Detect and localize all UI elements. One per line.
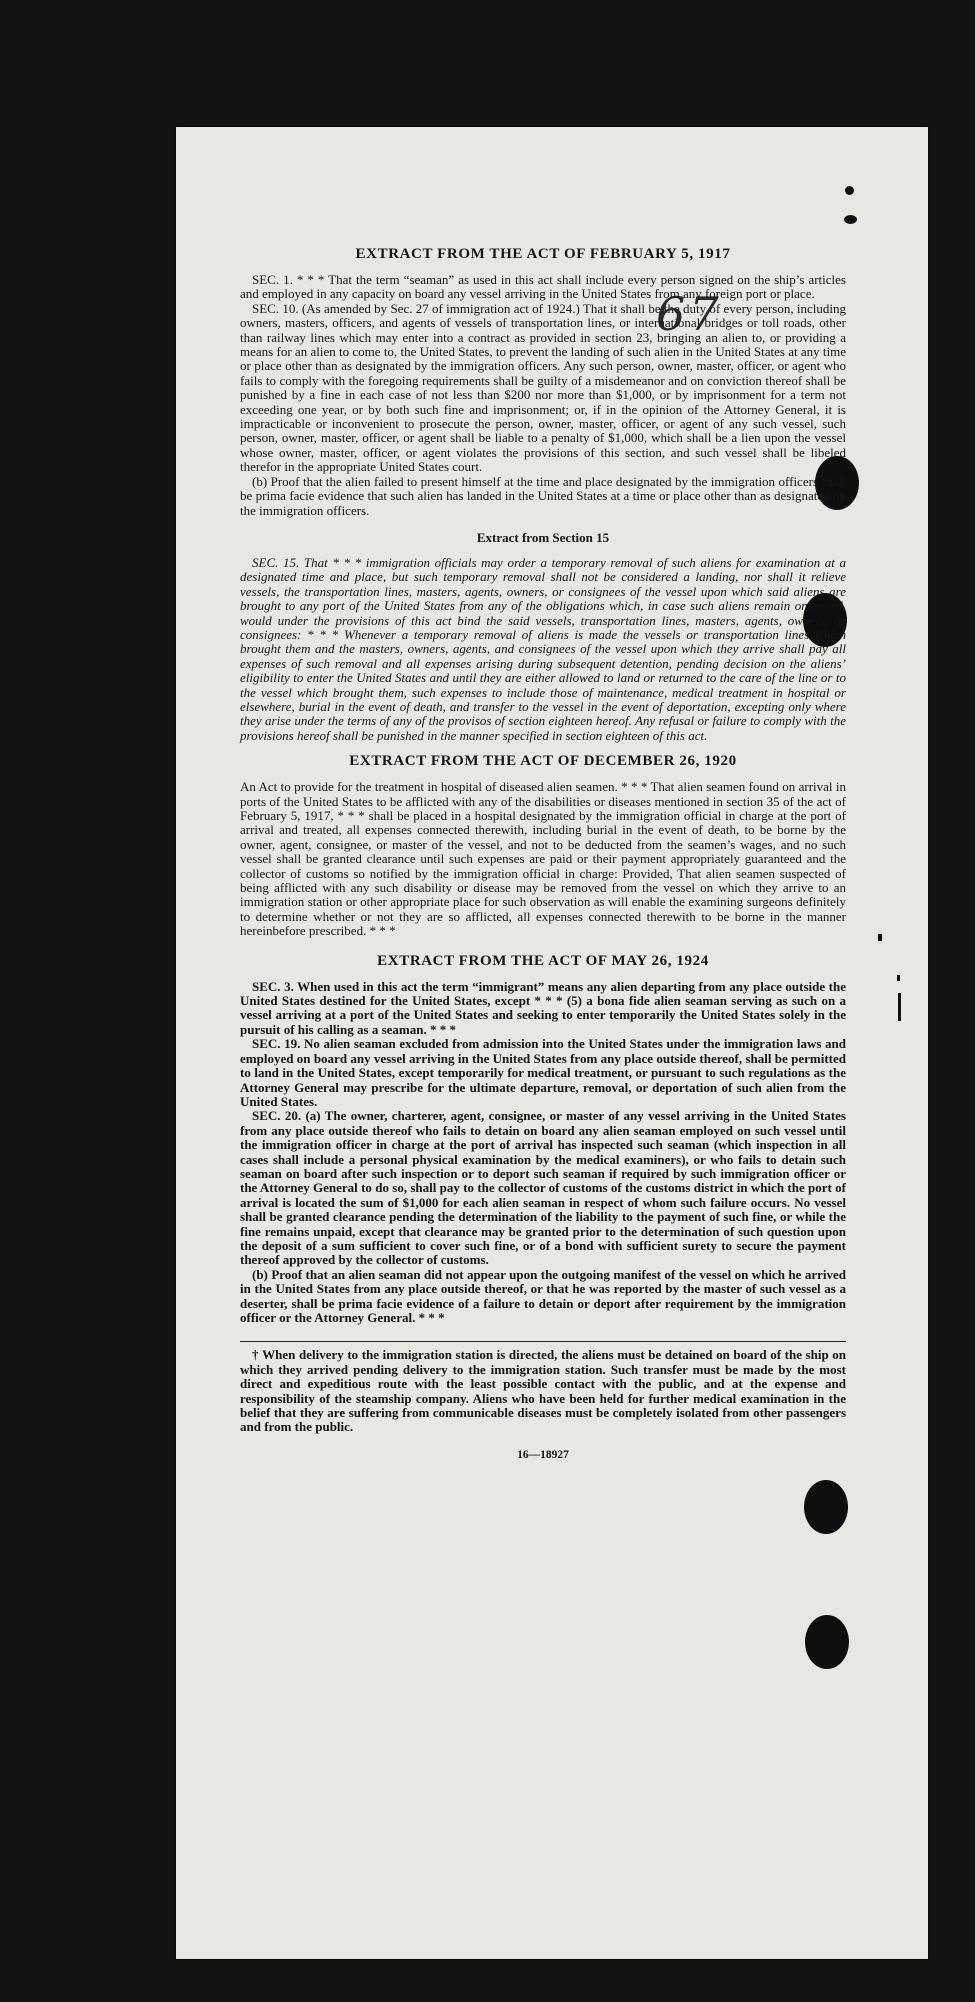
section-heading-dec-1920: EXTRACT FROM THE ACT OF DECEMBER 26, 1920 [349, 753, 737, 770]
ink-speck [845, 186, 854, 195]
paragraph: SEC. 3. When used in this act the term “immigrant” means any alien departing from any place outside the United States destined for the United States, except * * * (5) a bona fide alien seaman serving as such on a vessel arriving at a port of the United States and seeking to enter temporarily the United States solely in the pursuit of his calling as a seaman. * * * [240, 978, 846, 1037]
handwritten-page-number: 67 [656, 287, 723, 341]
paragraph: SEC. 19. No alien seaman excluded from admission into the United States under the immigration laws and employed on board any vessel arriving in the United States from any place outside thereof, shall be permitted to land in the United States, except temporarily for medical treatment, or pursuant to such regulations as the Attorney General may prescribe for the ultimate departure, removal, or deportation of such alien from the United States. [240, 1036, 846, 1109]
paragraph: SEC. 10. (As amended by Sec. 27 of immigration act of 1924.) That it shall be the duty of every person, including owners, masters, officers, and agents of vessels of transportation lines, or international bridges or toll roads, other than railway lines which may enter into a contract as provided in section 23, bringing an alien to, or providing a means for an alien to come to, the United States, to prevent the landing of such alien in the United States at any time or place other than as designated by the immigration officers. Any such person, owner, master, officer, or agent who fails to comply with the foregoing requirements shall be guilty of a misdemeanor and on conviction thereof shall be punished by a fine in each case of not less than $200 nor more than $1,000, or by imprisonment for a term not exceeding one year, or by both such fine and imprisonment; or, if in the opinion of the Attorney General, it is impracticable or inconvenient to prosecute the person, owner, master, officer, or agent of any such vessel, such person, owner, master, officer, or agent shall be liable to a penalty of $1,000, which shall be a lien upon the vessel whose owner, master, officer, or agent violates the provisions of this section, and such vessel shall be libeled therefor in the appropriate United States court. [240, 300, 846, 475]
paragraph: SEC. 15. That * * * immigration officials may order a temporary removal of such aliens for examination at a designated time and place, but such temporary removal shall not be considered a landing, nor shall it relieve vessels, the transportation lines, masters, agents, owners, or consignees of the vessel upon which said aliens are brought to any port of the United States from any of the obligations which, in case such aliens remain on board, would under the provisions of this act bind the said vessels, transportation lines, masters, agents, owners, or consignees: * * * Whenever a temporary removal of aliens is made the vessels or transportation lines which brought them and the masters, owners, agents, and consignees of the vessel upon which they arrive shall pay all expenses of such removal and all expenses arising during subsequent detention, pending decision on the aliens’ eligibility to enter the United States and until they are either allowed to land or returned to the care of the line or to the vessel which brought them, such expenses to include those of maintenance, medical treatment in hospital or elsewhere, burial in the event of death, and transfer to the vessel in the event of deportation, excepting only where they arise under the terms of any of the provisos of section eighteen hereof. Any refusal or failure to comply with the provisions hereof shall be punished in the manner specified in section eighteen of this act. [240, 554, 846, 743]
ink-speck [897, 975, 900, 981]
footnote: † When delivery to the immigration station is directed, the aliens must be detained on board of the ship on which they arrived pending delivery to the immigration station. Such transfer must be made by the most direct and expeditious route with the least possible contact with the public, and at the expense and responsibility of the steamship company. Aliens who have been held for further medical examination in the belief that they are suffering from communicable diseases must be completely isolated from other passengers and from the public. [240, 1347, 846, 1435]
paragraph: SEC. 1. * * * That the term “seaman” as used in this act shall include every person signed on the ship’s articles and employed in any capacity on board any vessel arriving in the United States from any foreign port or place. [240, 272, 846, 302]
section-heading-section-15: Extract from Section 15 [476, 529, 610, 545]
ink-speck [898, 993, 901, 1021]
ink-speck [878, 934, 882, 941]
paragraph: (b) Proof that an alien seaman did not appear upon the outgoing manifest of the vessel on which he arrived in the United States from any place outside thereof, or that he was reported by the master of such vessel as a deserter, shall be prima facie evidence of a failure to detain or deport after requirement by the immigration officer or the Attorney General. * * * [240, 1266, 846, 1325]
paragraph: (b) Proof that the alien failed to present himself at the time and place designated by the immigration officers shall be prima facie evidence that such alien has landed in the United States at a time or place other than as designated by the immigration officers. [240, 473, 846, 518]
punch-hole-3 [804, 1480, 848, 1534]
document-text [240, 246, 846, 1461]
paragraph: SEC. 20. (a) The owner, charterer, agent, consignee, or master of any vessel arriving in the United States from any place outside thereof who fails to detain on board any alien seaman employed on such vessel until the immigration officer in charge at the port of arrival has inspected such seaman (which inspection in all cases shall include a personal physical examination by the medical examiners), or who fails to detain such seaman on board after such inspection or to deport such seaman if required by such immigration officer or the Attorney General to do so, shall pay to the collector of customs of the customs district in which the port of arrival is located the sum of $1,000 for each alien seaman in respect of whom such failure occurs. No vessel shall be granted clearance pending the determination of the liability to the payment of such fine, or while the fine remains unpaid, except that clearance may be granted prior to the determination of such question upon the deposit of a sum sufficient to cover such fine, or of a bond with sufficient surety to secure the payment thereof approved by the collector of customs. [240, 1108, 846, 1268]
ink-speck [844, 215, 857, 224]
section-heading-feb-1917: EXTRACT FROM THE ACT OF FEBRUARY 5, 1917 [355, 246, 731, 262]
paragraph: An Act to provide for the treatment in hospital of diseased alien seamen. * * * That alien seamen found on arrival in ports of the United States to be afflicted with any of the disabilities or diseases mentioned in section 35 of the act of February 5, 1917, * * * shall be placed in a hospital designated by the immigration official in charge at the port of arrival and treated, all expenses connected therewith, including burial in the event of death, to be borne by the owner, agent, consignee, or master of the vessel, and not to be deducted from the seamen’s wages, and no such vessel shall be granted clearance until such expenses are paid or their payment appropriately guaranteed and the collector of customs so notified by the immigration official in charge: Provided, That alien seamen suspected of being afflicted with any such disability or disease may be removed from the vessel on which they arrive to an immigration station or other appropriate place for such observation as will enable the examining surgeons definitely to determine whether or not they are so afflicted, all expenses connected therewith to be borne in the manner hereinbefore prescribed. * * * [240, 779, 846, 939]
punch-hole-4 [805, 1615, 849, 1669]
section-heading-may-1924: EXTRACT FROM THE ACT OF MAY 26, 1924 [377, 952, 709, 969]
footnote-divider [240, 1341, 846, 1342]
form-number: 16—18927 [517, 1448, 569, 1461]
